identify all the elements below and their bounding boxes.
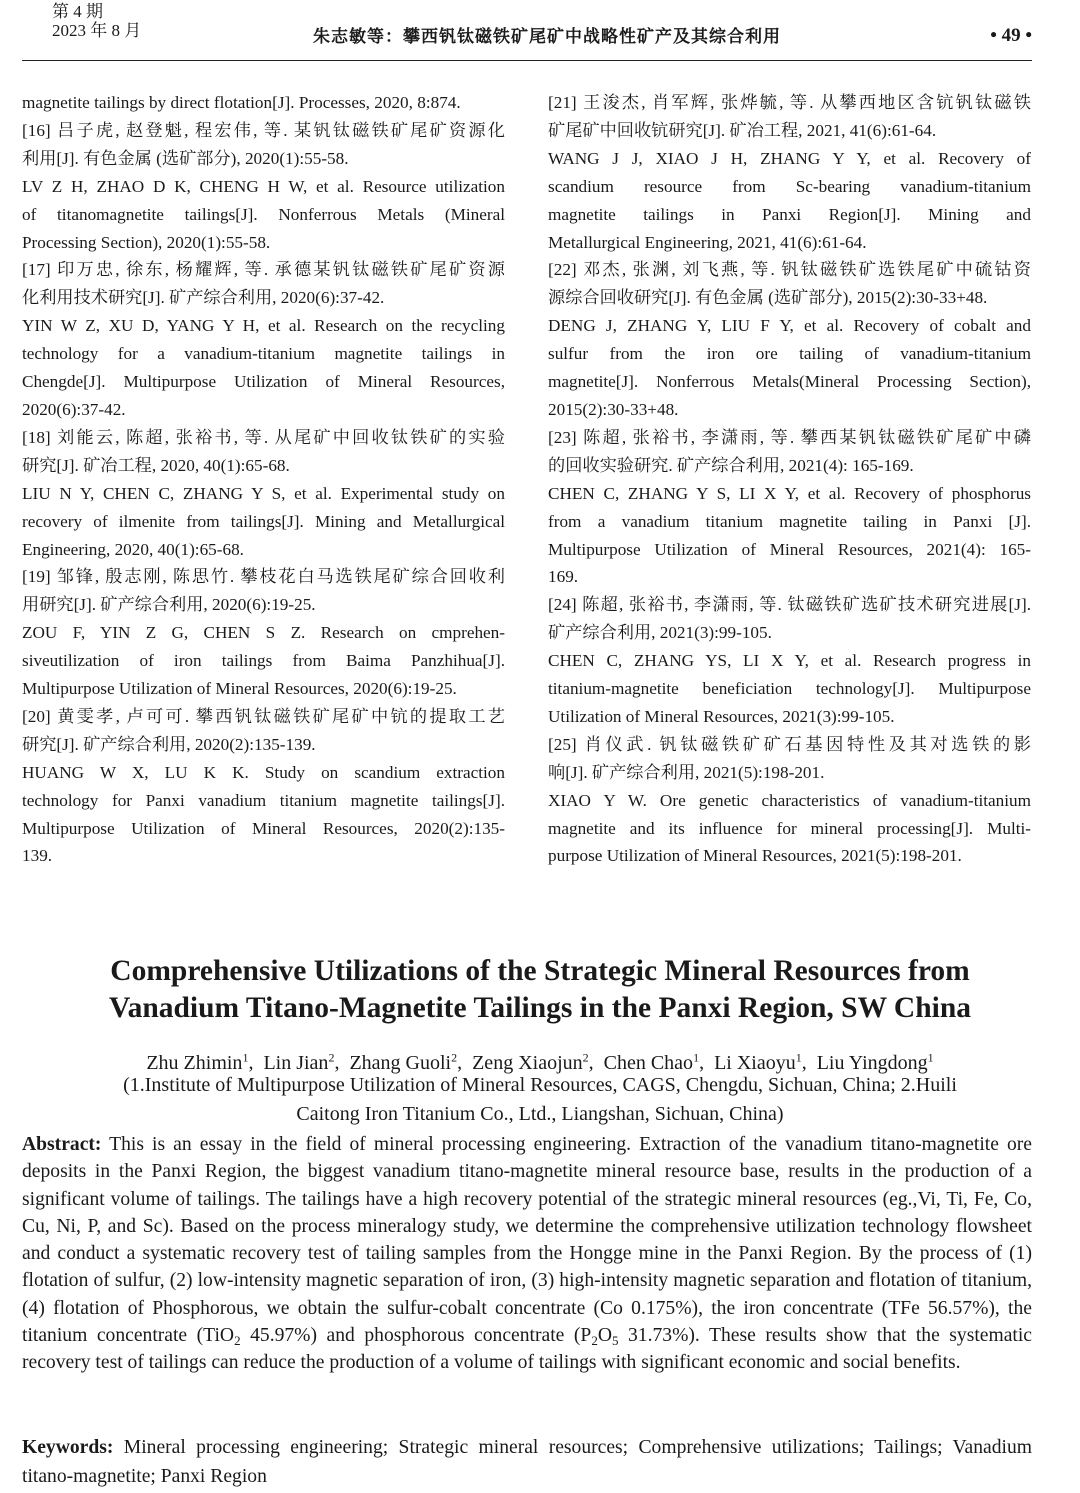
reference-line: Multipurpose Utilization of Mineral Resources, 2020(6):19-25. xyxy=(22,679,457,699)
reference-line: 源综合回收研究[J]. 有色金属 (选矿部分), 2015(2):30-33+48. xyxy=(548,288,988,308)
reference-line: [22] 邓杰, 张渊, 刘飞燕, 等. 钒钛磁铁矿选铁尾矿中硫钴资 xyxy=(548,260,1031,280)
issue-date: 2023 年 8 月 xyxy=(52,21,142,40)
abstract-text: 31.73%). These results show that the systematic recovery test of tailings can reduce the production of a volume of tailings with significant economic and social benefits. xyxy=(22,1325,1033,1374)
author-affiliation-mark: 1 xyxy=(795,1050,802,1064)
reference-column-left xyxy=(22,89,505,870)
title-line: Vanadium Titano-Magnetite Tailings in the Panxi Region, SW China xyxy=(109,992,971,1024)
reference-line: technology for Panxi vanadium titanium magnetite tailings[J]. xyxy=(22,790,505,810)
reference-line: purpose Utilization of Mineral Resources, 2021(5):198-201. xyxy=(548,846,962,866)
reference-line: titanium-magnetite beneficiation technology[J]. Multipurpose xyxy=(548,679,1031,699)
reference-line: YIN W Z, XU D, YANG Y H, et al. Research on the recycling xyxy=(22,316,505,336)
author-list: Zhu Zhimin$^1$, Lin Jian$^2$, Zhang Guoli$^2$, Zeng Xiaojun$^2$, Chen Chao$^1$, Li Xiaoyu$^1$, Liu Yingdong$^1$ xyxy=(146,1050,934,1074)
reference-line: magnetite tailings in Panxi Region[J]. Mining and xyxy=(548,204,1031,224)
running-header xyxy=(22,0,1032,62)
reference-line: recovery of ilmenite from tailings[J]. Mining and Metallurgical xyxy=(22,511,505,531)
keywords xyxy=(22,1433,1032,1491)
keywords-label: Keywords: xyxy=(22,1437,114,1458)
reference-line: 化利用技术研究[J]. 矿产综合利用, 2020(6):37-42. xyxy=(22,288,385,308)
title-line: Comprehensive Utilizations of the Strategic Mineral Resources from xyxy=(110,955,970,987)
affiliation-line: (1.Institute of Multipurpose Utilization of Mineral Resources, CAGS, Chengdu, Sichuan, China; 2.Huili xyxy=(123,1074,957,1096)
abstract-label: Abstract: xyxy=(22,1134,102,1155)
reference-line: CHEN C, ZHANG Y S, LI X Y, et al. Recovery of phosphorus xyxy=(548,483,1031,503)
reference-line: 2020(6):37-42. xyxy=(22,399,126,419)
reference-line: 用研究[J]. 矿产综合利用, 2020(6):19-25. xyxy=(22,595,316,615)
reference-line: 研究[J]. 矿冶工程, 2020, 40(1):65-68. xyxy=(22,455,290,475)
reference-line: Utilization of Mineral Resources, 2021(3):99-105. xyxy=(548,706,895,726)
author-name: Li Xiaoyu xyxy=(714,1051,796,1074)
reference-line: Multipurpose Utilization of Mineral Resources, 2021(4): 165- xyxy=(548,539,1031,559)
abstract-text: O xyxy=(597,1325,612,1347)
abstract-text: 45.97%) and phosphorous concentrate (P xyxy=(240,1325,592,1347)
author-affiliation-mark: 2 xyxy=(328,1050,335,1064)
running-title: 朱志敏等：攀西钒钛磁铁矿尾矿中战略性矿产及其综合利用 xyxy=(313,27,781,46)
author-affiliation-mark: 1 xyxy=(693,1050,700,1064)
reference-line: Engineering, 2020, 40(1):65-68. xyxy=(22,539,244,559)
reference-line: 2015(2):30-33+48. xyxy=(548,399,679,419)
subscript: 2 xyxy=(591,1333,598,1349)
header-divider xyxy=(22,60,1032,61)
reference-line: [19] 邹锋, 殷志刚, 陈思竹. 攀枝花白马选铁尾矿综合回收利 xyxy=(22,567,505,587)
reference-line: magnetite[J]. Nonferrous Metals(Mineral Processing Section), xyxy=(548,372,1031,392)
reference-line: 矿尾矿中回收钪研究[J]. 矿冶工程, 2021, 41(6):61-64. xyxy=(548,120,937,140)
affiliation-line: Caitong Iron Titanium Co., Ltd., Liangshan, Sichuan, China) xyxy=(296,1103,784,1125)
reference-line: [20] 黄雯孝, 卢可可. 攀西钒钛磁铁矿尾矿中钪的提取工艺 xyxy=(22,706,505,726)
reference-line: scandium resource from Sc-bearing vanadium-titanium xyxy=(548,176,1031,196)
author-affiliation-mark: 2 xyxy=(451,1050,458,1064)
reference-line: of titanomagnetite tailings[J]. Nonferrous Metals (Mineral xyxy=(22,204,505,224)
reference-list xyxy=(22,89,1032,869)
reference-line: 139. xyxy=(22,846,53,866)
author-affiliation-mark: 2 xyxy=(582,1050,589,1064)
reference-line: magnetite tailings by direct flotation[J]. Processes, 2020, 8:874. xyxy=(22,93,461,112)
author-name: Zeng Xiaojun xyxy=(472,1051,583,1074)
reference-line: 研究[J]. 矿产综合利用, 2020(2):135-139. xyxy=(22,734,316,754)
page-number: • 49 • xyxy=(990,25,1032,46)
keywords-text: Mineral processing engineering; Strategic mineral resources; Comprehensive utilizations; Tailings; Vanadium titano-magnetite; Panxi Region xyxy=(22,1437,1032,1487)
reference-line: Chengde[J]. Multipurpose Utilization of Mineral Resources, xyxy=(22,372,505,392)
subscript: 5 xyxy=(611,1333,619,1349)
reference-line: XIAO Y W. Ore genetic characteristics of vanadium-titanium xyxy=(548,790,1031,810)
reference-line: [16] 吕子虎, 赵登魁, 程宏伟, 等. 某钒钛磁铁矿尾矿资源化 xyxy=(22,120,505,140)
reference-line: LIU N Y, CHEN C, ZHANG Y S, et al. Experimental study on xyxy=(22,483,505,503)
reference-line: [18] 刘能云, 陈超, 张裕书, 等. 从尾矿中回收钛铁矿的实验 xyxy=(22,427,505,447)
reference-line: magnetite and its influence for mineral processing[J]. Multi- xyxy=(548,818,1031,838)
affiliations xyxy=(40,1071,1040,1129)
reference-line: siveutilization of iron tailings from Baima Panzhihua[J]. xyxy=(22,651,505,671)
reference-line: ZOU F, YIN Z G, CHEN S Z. Research on cmprehen- xyxy=(22,623,505,643)
abstract xyxy=(22,1131,1032,1377)
reference-line: [17] 印万忠, 徐东, 杨耀辉, 等. 承德某钒钛磁铁矿尾矿资源 xyxy=(22,260,505,280)
reference-line: HUANG W X, LU K K. Study on scandium extraction xyxy=(22,762,505,782)
reference-column-right xyxy=(548,89,1031,870)
reference-line: [21] 王浚杰, 肖军辉, 张烨毓, 等. 从攀西地区含钪钒钛磁铁 xyxy=(548,93,1031,112)
reference-line: [24] 陈超, 张裕书, 李潇雨, 等. 钛磁铁矿选矿技术研究进展[J]. xyxy=(548,595,1031,615)
reference-line: DENG J, ZHANG Y, LIU F Y, et al. Recovery of cobalt and xyxy=(548,316,1031,336)
subscript: 2 xyxy=(234,1333,241,1349)
author-name: Zhang Guoli xyxy=(349,1051,452,1074)
abstract-text: This is an essay in the field of mineral processing engineering. Extraction of the vanadium titano-magnetite ore deposits in the Panxi Region, the biggest vanadium titano-magnetite mineral resource base, results in the production of a significant volume of tailings. The tailings have a high recovery potential of the strategic mineral resources (eg.,Vi, Ti, Fe, Co, Cu, Ni, P, and Sc). Based on the process mineralogy study, we determine the comprehensive utilization technology flowsheet and conduct a systematic recovery test of tailing samples from the Hongge mine in the Panxi Region. By the process of (1) flotation of sulfur, (2) low-intensity magnetic separation of iron, (3) high-intensity magnetic separation and flotation of titanium, (4) flotation of Phosphorous, we obtain the sulfur-cobalt concentrate (Co 0.175%), the iron concentrate (TFe 56.57%), the titanium concentrate (TiO xyxy=(22,1134,1032,1347)
issue-number: 第 4 期 xyxy=(52,2,103,21)
author-name: Chen Chao xyxy=(603,1051,694,1074)
reference-line: sulfur from the iron ore tailing of vanadium-titanium xyxy=(548,344,1031,364)
reference-line: Processing Section), 2020(1):55-58. xyxy=(22,232,271,252)
author-name: Zhu Zhimin xyxy=(146,1051,243,1074)
author-name: Liu Yingdong xyxy=(816,1051,928,1074)
reference-line: 169. xyxy=(548,567,579,587)
reference-line: Metallurgical Engineering, 2021, 41(6):61-64. xyxy=(548,232,867,252)
author-affiliation-mark: 1 xyxy=(242,1050,249,1064)
reference-line: from a vanadium titanium magnetite tailing in Panxi [J]. xyxy=(548,511,1031,531)
reference-line: CHEN C, ZHANG YS, LI X Y, et al. Research progress in xyxy=(548,651,1031,671)
author-name: Lin Jian xyxy=(263,1051,329,1074)
reference-line: WANG J J, XIAO J H, ZHANG Y Y, et al. Recovery of xyxy=(548,148,1031,168)
reference-line: technology for a vanadium-titanium magnetite tailings in xyxy=(22,344,505,364)
reference-line: [25] 肖仪武. 钒钛磁铁矿矿石基因特性及其对选铁的影 xyxy=(548,734,1031,754)
reference-line: 响[J]. 矿产综合利用, 2021(5):198-201. xyxy=(548,762,825,782)
reference-line: [23] 陈超, 张裕书, 李潇雨, 等. 攀西某钒钛磁铁矿尾矿中磷 xyxy=(548,427,1031,447)
reference-line: LV Z H, ZHAO D K, CHENG H W, et al. Resource utilization xyxy=(22,176,505,196)
reference-line: 的回收实验研究. 矿产综合利用, 2021(4): 165-169. xyxy=(548,455,914,475)
reference-line: Multipurpose Utilization of Mineral Resources, 2020(2):135- xyxy=(22,818,505,838)
author-affiliation-mark: 1 xyxy=(927,1050,934,1064)
reference-line: 利用[J]. 有色金属 (选矿部分), 2020(1):55-58. xyxy=(22,148,349,168)
paper-title xyxy=(0,953,1080,1027)
reference-line: 矿产综合利用, 2021(3):99-105. xyxy=(548,623,772,643)
